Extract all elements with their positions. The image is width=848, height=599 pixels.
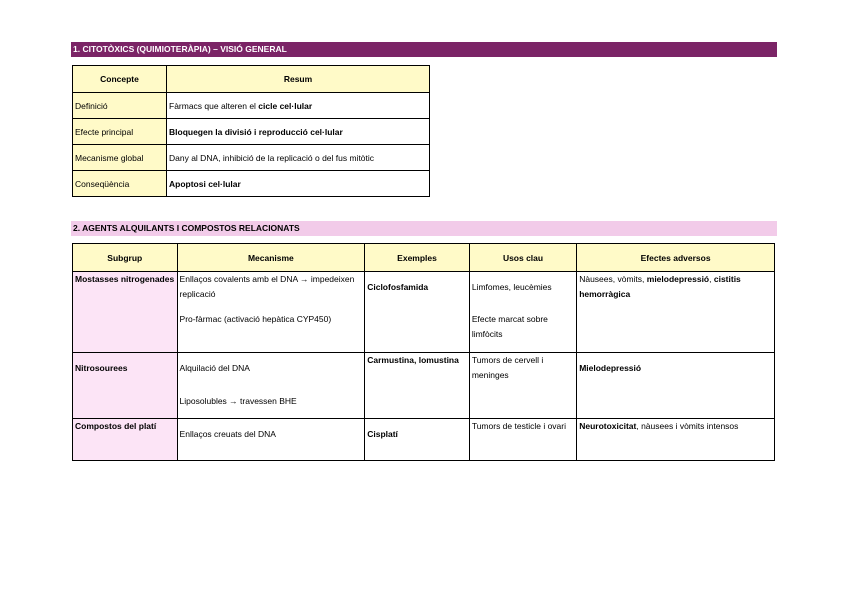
examples-cell: Carmustina, lomustina — [365, 353, 470, 419]
mechanism-line: Enllaços covalents amb el DNA → impedeixen replicació — [179, 274, 355, 299]
summary-bold-text: cicle cel·lular — [258, 100, 313, 111]
subgroup-cell: Compostos del platí — [73, 419, 178, 461]
table-row — [73, 145, 430, 171]
mechanism-line: Pro-fàrmac (activació hepàtica CYP450) — [179, 314, 332, 324]
uses-cell — [469, 272, 576, 353]
header-subgroup: Subgrup — [73, 244, 178, 272]
header-uses: Usos clau — [469, 244, 576, 272]
adverse-bold-text: Mielodepressió — [579, 363, 642, 373]
uses-cell: Tumors de testicle i ovari — [469, 419, 576, 461]
header-examples: Exemples — [365, 244, 470, 272]
adverse-text: , nàusees i vòmits intensos — [636, 421, 739, 431]
table-row — [73, 353, 775, 419]
header-mechanism: Mecanisme — [177, 244, 365, 272]
examples-text: Ciclofosfamida — [367, 282, 429, 292]
summary-cell: Bloquegen la divisió i reproducció cel·lular — [167, 119, 430, 145]
concept-cell: Conseqüència — [73, 171, 167, 197]
section1-title: 1. CITOTÒXICS (QUIMIOTERÀPIA) – VISIÓ GENERAL — [71, 42, 777, 57]
adverse-cell — [577, 419, 775, 461]
examples-cell — [365, 272, 470, 353]
mechanism-line: Liposolubles → travessen BHE — [179, 396, 297, 406]
subgroup-text: Nitrosourees — [75, 363, 128, 373]
summary-text: Fàrmacs que alteren el — [169, 100, 259, 111]
mechanism-cell — [177, 419, 365, 461]
section2-title: 2. AGENTS ALQUILANTS I COMPOSTOS RELACIONATS — [71, 221, 777, 236]
mechanism-line: Enllaços creuats del DNA — [179, 429, 276, 439]
alkylating-agents-table — [72, 243, 775, 461]
concept-cell: Definició — [73, 93, 167, 119]
mechanism-cell — [177, 353, 365, 419]
overview-table — [72, 65, 430, 197]
examples-cell — [365, 419, 470, 461]
adverse-text: Nàusees, vòmits, — [579, 274, 647, 284]
uses-cell: Tumors de cervell i meninges — [469, 353, 576, 419]
adverse-bold-text-2: cistitis hemorràgica — [579, 274, 741, 299]
table-header-row — [73, 244, 775, 272]
adverse-cell — [577, 353, 775, 419]
summary-cell: Apoptosi cel·lular — [167, 171, 430, 197]
adverse-cell — [577, 272, 775, 353]
concept-cell: Efecte principal — [73, 119, 167, 145]
table-row — [73, 272, 775, 353]
adverse-bold-text: mielodepressió — [646, 274, 710, 284]
mechanism-cell — [177, 272, 365, 353]
summary-cell — [167, 93, 430, 119]
header-summary: Resum — [167, 66, 430, 93]
adverse-bold-text: Neurotoxicitat — [579, 421, 637, 431]
header-concept: Concepte — [73, 66, 167, 93]
uses-line: Efecte marcat sobre limfòcits — [471, 314, 548, 339]
uses-line: Limfomes, leucèmies — [471, 282, 552, 292]
table-row — [73, 119, 430, 145]
subgroup-cell — [73, 353, 178, 419]
table-header-row — [73, 66, 430, 93]
examples-text: Cisplatí — [367, 429, 398, 439]
table-row — [73, 93, 430, 119]
summary-cell: Dany al DNA, inhibició de la replicació o del fus mitòtic — [167, 145, 430, 171]
subgroup-cell: Mostasses nitrogenades — [73, 272, 178, 353]
header-adverse-effects: Efectes adversos — [577, 244, 775, 272]
table-row — [73, 419, 775, 461]
mechanism-line: Alquilació del DNA — [179, 363, 250, 373]
adverse-separator: , — [709, 274, 714, 284]
concept-cell: Mecanisme global — [73, 145, 167, 171]
table-row — [73, 171, 430, 197]
